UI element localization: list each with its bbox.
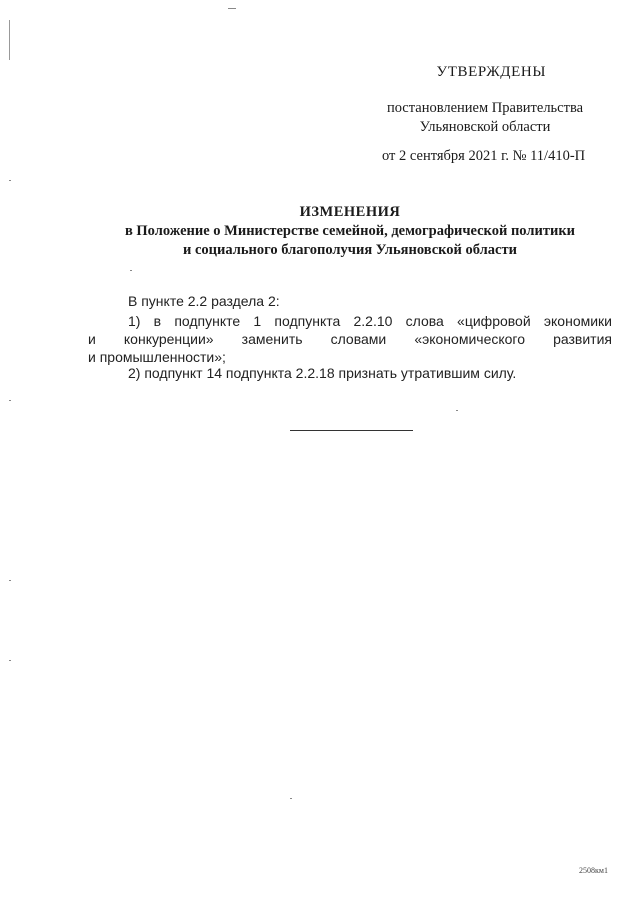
scan-artifact-dot bbox=[228, 8, 236, 9]
document-title: ИЗМЕНЕНИЯ bbox=[299, 204, 401, 220]
item-1-line-2: и конкуренции» заменить словами «экономического развития bbox=[88, 331, 612, 347]
scan-artifact-dot bbox=[9, 400, 11, 401]
scan-artifact-dot bbox=[290, 798, 292, 799]
scan-artifact-dot bbox=[9, 180, 11, 181]
document-code: 2508км1 bbox=[579, 866, 608, 875]
scan-artifact-left bbox=[9, 20, 10, 60]
body-intro: В пункте 2.2 раздела 2: bbox=[128, 293, 280, 309]
scan-artifact-dot bbox=[456, 410, 458, 411]
scan-artifact-dot bbox=[9, 580, 11, 581]
approval-decree bbox=[380, 99, 590, 137]
document-subtitle-line-1: в Положение о Министерстве семейной, демографической политики bbox=[124, 223, 576, 239]
decree-line-1: постановлением Правительства bbox=[386, 100, 584, 116]
item-1-line-1: 1) в подпункте 1 подпункта 2.2.10 слова «цифровой экономики bbox=[128, 313, 612, 329]
approval-title: УТВЕРЖДЕНЫ bbox=[436, 64, 546, 80]
end-divider bbox=[290, 430, 413, 431]
scan-artifact-dot bbox=[9, 660, 11, 661]
document-subtitle-line-2: и социального благополучия Ульяновской области bbox=[183, 242, 517, 258]
item-2: 2) подпункт 14 подпункта 2.2.18 признать утратившим силу. bbox=[128, 365, 517, 381]
decree-date-number: от 2 сентября 2021 г. № 11/410-П bbox=[382, 148, 586, 164]
scan-artifact-dot bbox=[130, 270, 132, 271]
item-1-line-3: и промышленности»; bbox=[88, 349, 226, 365]
decree-line-2: Ульяновской области bbox=[419, 119, 551, 135]
